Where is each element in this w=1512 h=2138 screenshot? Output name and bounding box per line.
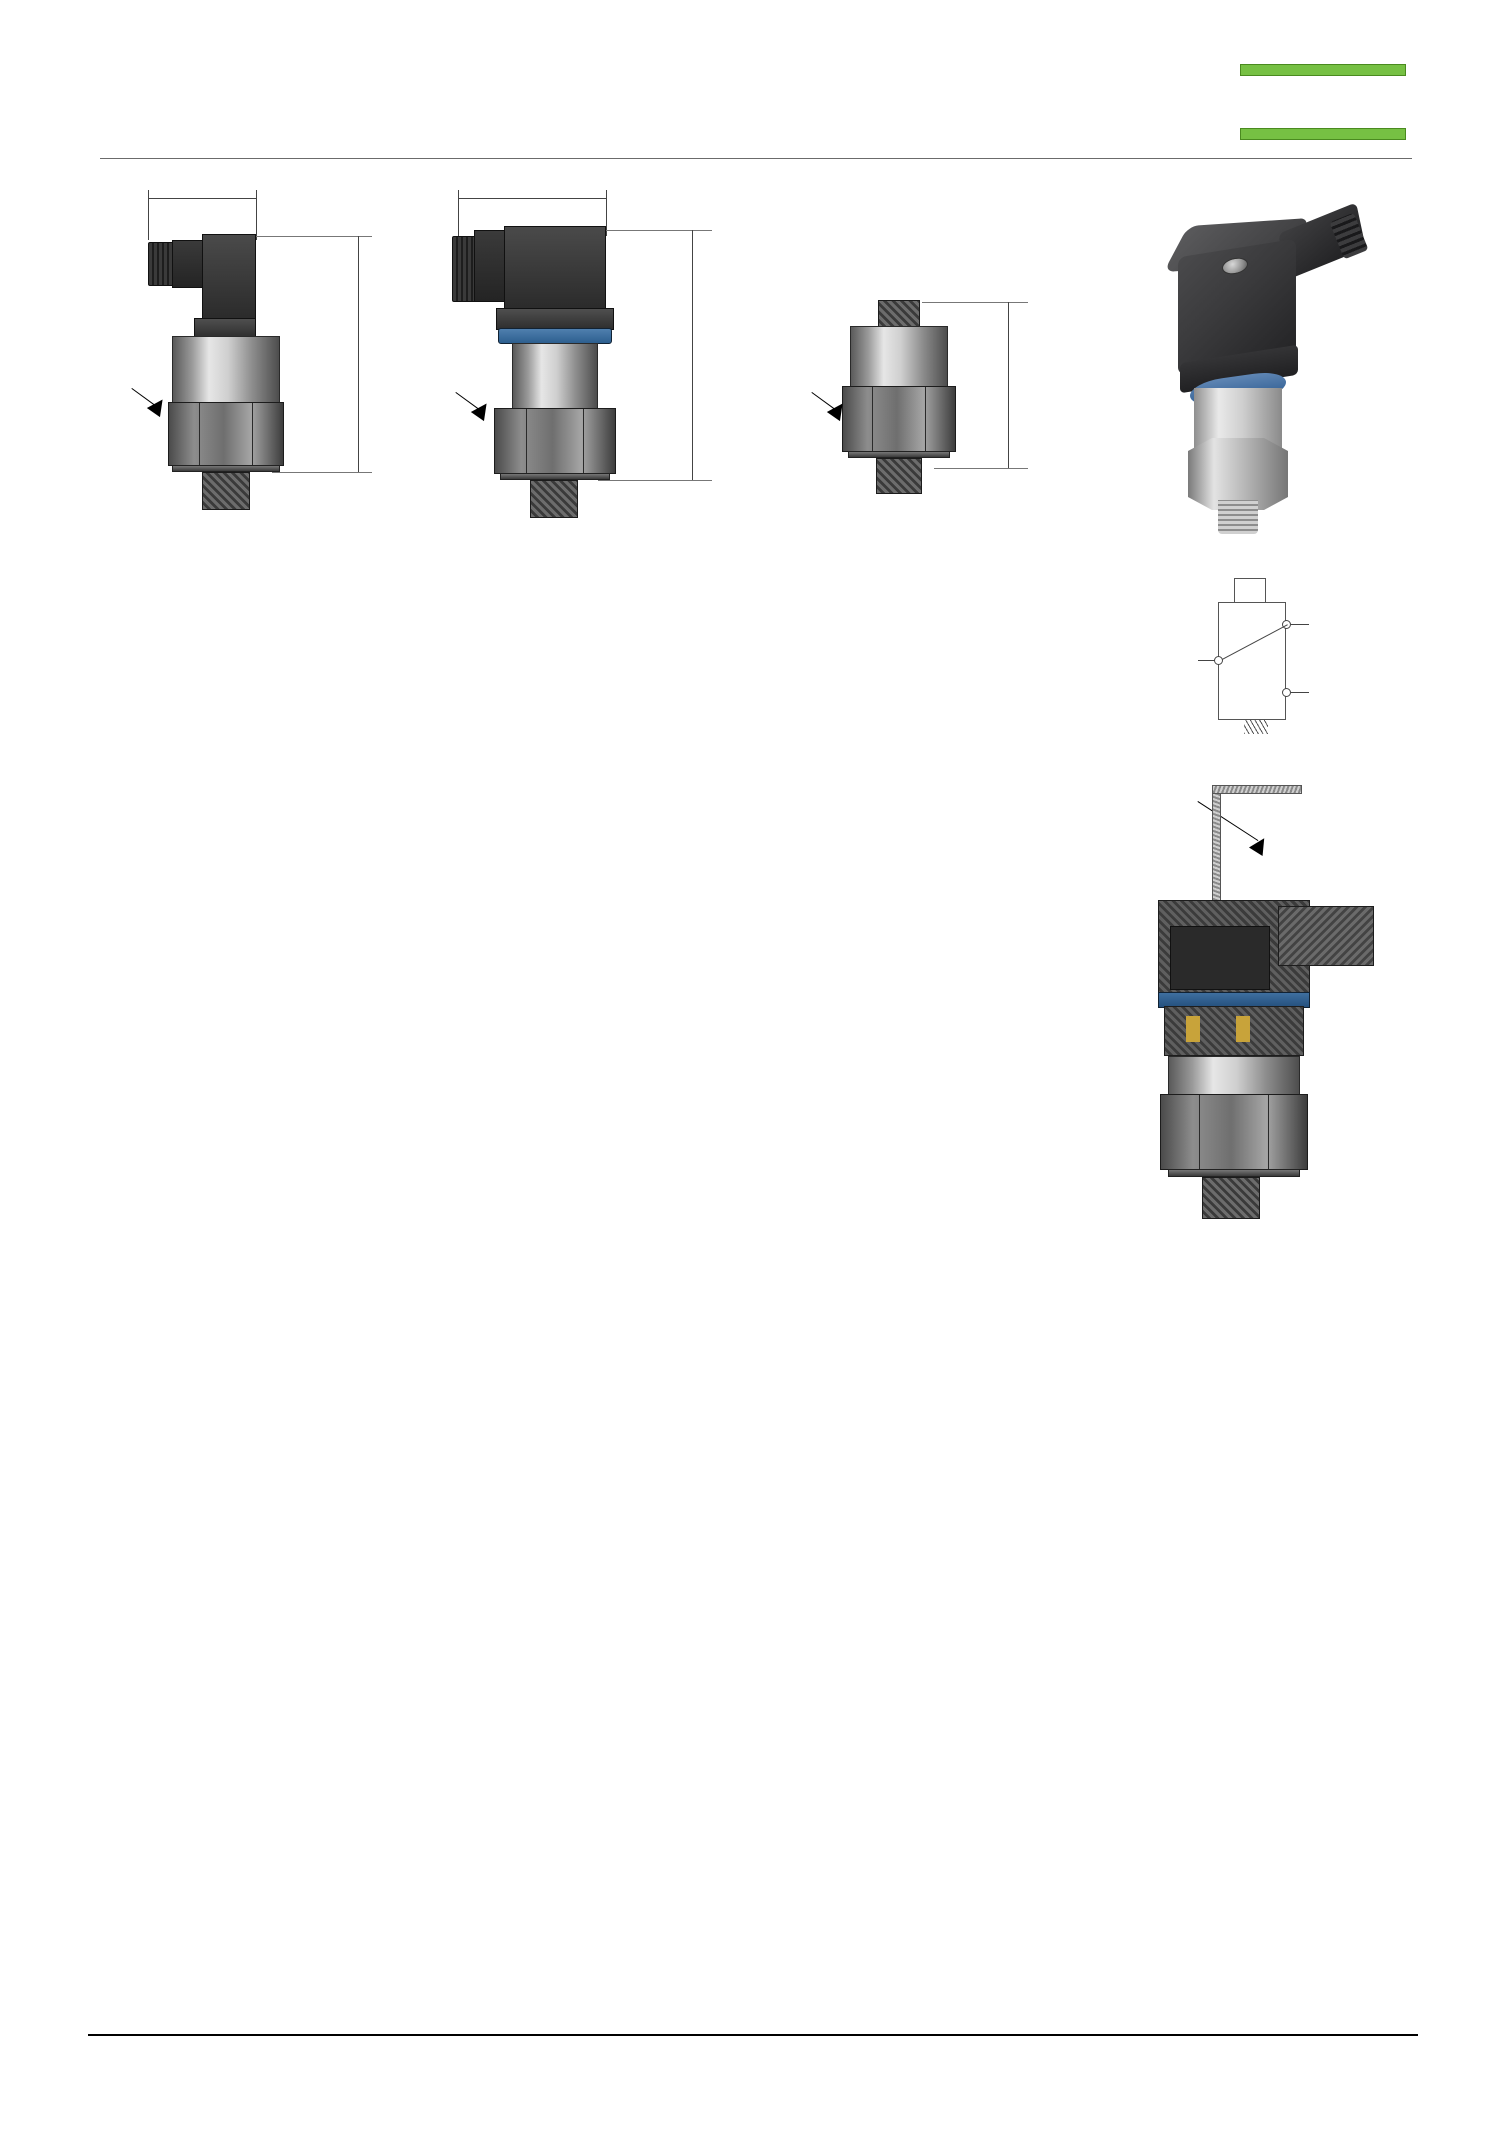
footer-divider	[88, 2034, 1418, 2036]
barrel-m12	[850, 326, 948, 388]
barrel-m2	[172, 336, 280, 404]
thread-m3	[530, 480, 578, 518]
cut-barrel	[1168, 1056, 1300, 1096]
spdt-diagram	[1120, 540, 1420, 730]
cut-contact-right	[1236, 1016, 1250, 1042]
device-m3	[430, 180, 690, 530]
footer-contact	[300, 2040, 1180, 2072]
cut-switch-chamber	[1164, 1006, 1304, 1056]
spdt-ground-symbol	[1244, 720, 1268, 734]
cut-washer	[1168, 1169, 1300, 1177]
dim-line-height-m2	[358, 236, 359, 472]
spdt-terminal-common	[1214, 656, 1223, 665]
photo-thread	[1218, 500, 1258, 534]
thread-m2	[202, 472, 250, 510]
dim-line-height-m3	[692, 230, 693, 480]
cut-thread	[1202, 1177, 1260, 1219]
connector-flange-m2	[194, 318, 256, 338]
cut-connector-outlet	[1278, 906, 1374, 966]
hex-nut-m2	[168, 402, 284, 466]
cut-hex-nut	[1160, 1094, 1308, 1170]
qr-code[interactable]	[1178, 1311, 1318, 1451]
device-m2	[110, 180, 350, 520]
drawing-f3-m3	[430, 180, 730, 600]
adjustment-instructions-block	[1110, 1275, 1410, 1465]
connector-body-m3	[504, 226, 606, 310]
cut-coil-block	[1170, 926, 1270, 990]
hex-nut-m3	[494, 408, 616, 474]
hex-nut-m12	[842, 386, 956, 452]
connector-cap-m2	[148, 242, 174, 286]
spdt-lead-nc	[1291, 624, 1309, 625]
washer-m2	[172, 465, 280, 472]
logo-text	[1234, 68, 1412, 136]
spdt-terminal-no	[1282, 688, 1291, 697]
allen-key-horizontal	[1212, 785, 1302, 794]
washer-m3	[500, 473, 610, 480]
cut-contact-left	[1186, 1016, 1200, 1042]
logo-bar-bottom	[1240, 128, 1406, 140]
connector-cap-m3	[452, 236, 476, 302]
product-photo-3d	[1160, 200, 1400, 520]
header-divider	[100, 158, 1412, 159]
connector-neck-m3	[474, 230, 508, 302]
connector-neck-m2	[172, 240, 204, 288]
connector-flange-m3	[496, 308, 614, 330]
connector-body-m2	[202, 234, 256, 320]
fox-logo	[1234, 56, 1412, 148]
drawing-f3-m12	[750, 180, 1050, 600]
spdt-lead-common	[1198, 660, 1215, 661]
washer-m12	[848, 451, 950, 458]
spdt-switch-box	[1218, 602, 1286, 720]
barrel-m3	[512, 343, 598, 409]
spdt-lead-no	[1291, 692, 1309, 693]
cutaway-section-view	[1130, 880, 1410, 1250]
allen-leader-line	[1197, 801, 1258, 841]
blue-seal-ring-m3	[498, 328, 612, 344]
device-m12	[750, 180, 1010, 520]
thread-m12	[876, 458, 922, 494]
m12-plug-top	[878, 300, 920, 328]
drawing-f3-m2	[110, 180, 400, 600]
page-header	[100, 52, 1412, 147]
